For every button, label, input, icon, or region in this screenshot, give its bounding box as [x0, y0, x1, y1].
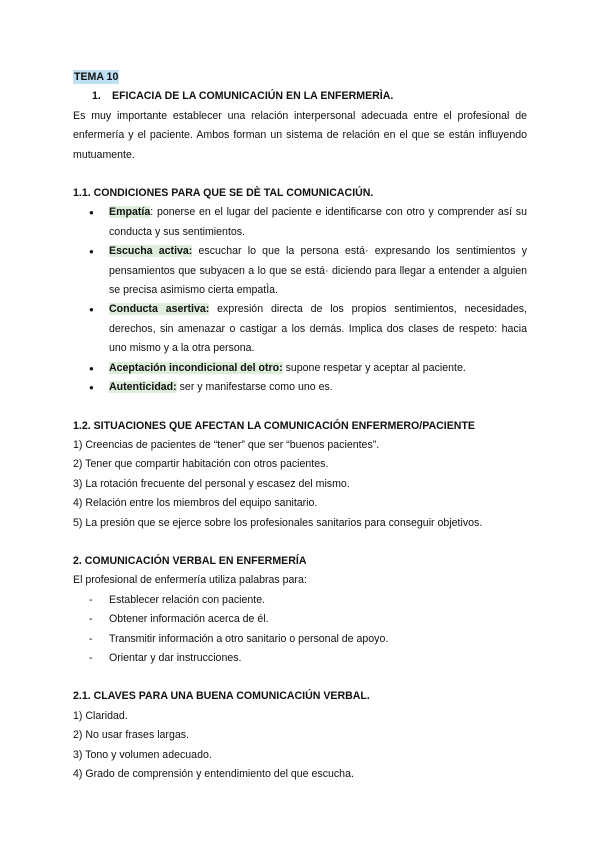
list-item: 4) Relación entre los miembros del equipo sanitario.: [73, 497, 318, 510]
section-verbal-intro: El profesional de enfermería utiliza palabras para:: [73, 574, 307, 587]
list-item: [109, 378, 527, 397]
intro-paragraph: Es muy importante establecer una relación interpersonal adecuada entre el profesional de enfermería y el paciente. Ambos forman un sistema de relación en el que se están influyendo mutuamente.: [73, 109, 527, 161]
main-heading-text: EFICACIA DE LA COMUNICACIÚN EN LA ENFERMERÌA.: [112, 90, 394, 103]
topic-label: TEMA 10: [74, 71, 119, 83]
list-item: 1) Creencias de pacientes de “tener” que ser “buenos pacientes”.: [73, 438, 380, 451]
list-item: - Orientar y dar instrucciones.: [109, 649, 527, 668]
list-item: 2) Tener que compartir habitación con otros pacientes.: [73, 458, 329, 471]
section-keys-title: 2.1. CLAVES PARA UNA BUENA COMUNICACIÚN VERBAL.: [73, 690, 370, 703]
list-item: 1) Claridad.: [73, 709, 128, 722]
list-item: 4) Grado de comprensión y entendimiento del que escucha.: [73, 768, 354, 780]
term-highlight: Aceptación incondicional del otro:: [109, 361, 283, 374]
term-description: : ponerse en el lugar del paciente e identificarse con otro y comprender así su conducta y sus sentimientos.: [109, 206, 527, 238]
list-item: [109, 359, 527, 378]
term-description: expresión directa de los propios sentimientos, necesidades, derechos, sin amenazar o castigar a los demás. Implica dos clases de respeto: hacia uno mismo y a la otra persona.: [109, 303, 527, 355]
list-item: 3) La rotación frecuente del personal y escasez del mismo.: [73, 477, 350, 490]
term-highlight: Empatía: [109, 206, 151, 219]
list-item: 3) Tono y volumen adecuado.: [73, 748, 212, 761]
term-highlight: Conducta asertiva:: [109, 303, 210, 316]
list-item: [109, 203, 527, 242]
conditions-list: [73, 203, 527, 397]
section-situations-title: 1.2. SITUACIONES QUE AFECTAN LA COMUNICACIÓN ENFERMERO/PACIENTE: [73, 419, 475, 432]
verbal-uses-list: [73, 591, 527, 669]
list-item: 5) La presión que se ejerce sobre los profesionales sanitarios para conseguir objetivos.: [73, 516, 483, 529]
list-item: - Obtener información acerca de él.: [109, 610, 527, 629]
section-verbal-title: 2. COMUNICACIÓN VERBAL EN ENFERMERÍA: [73, 554, 307, 567]
main-heading-number: 1.: [92, 90, 101, 103]
situations-list: [73, 436, 527, 533]
list-item: [109, 242, 527, 300]
term-description: supone respetar y aceptar al paciente.: [282, 361, 466, 374]
list-item: - Establecer relación con paciente.: [109, 591, 527, 610]
term-highlight: Autenticidad:: [109, 381, 177, 394]
term-description: ser y manifestarse como uno es.: [176, 381, 333, 394]
list-item: 2) No usar frases largas.: [73, 729, 189, 742]
section-conditions-title: 1.1. CONDICIONES PARA QUE SE DÈ TAL COMUNICACIÚN.: [73, 187, 374, 200]
term-highlight: Escucha activa:: [109, 245, 193, 258]
list-item: [109, 300, 527, 358]
keys-list: [73, 707, 527, 785]
term-description: escuchar lo que la persona está· expresando los sentimientos y pensamientos que subyacen a lo que se está· diciendo para llegar a entender a alguien se precisa asimismo cierta empatÌa.: [109, 245, 527, 297]
list-item: - Transmitir información a otro sanitario o personal de apoyo.: [109, 630, 527, 649]
main-heading: [73, 87, 527, 106]
